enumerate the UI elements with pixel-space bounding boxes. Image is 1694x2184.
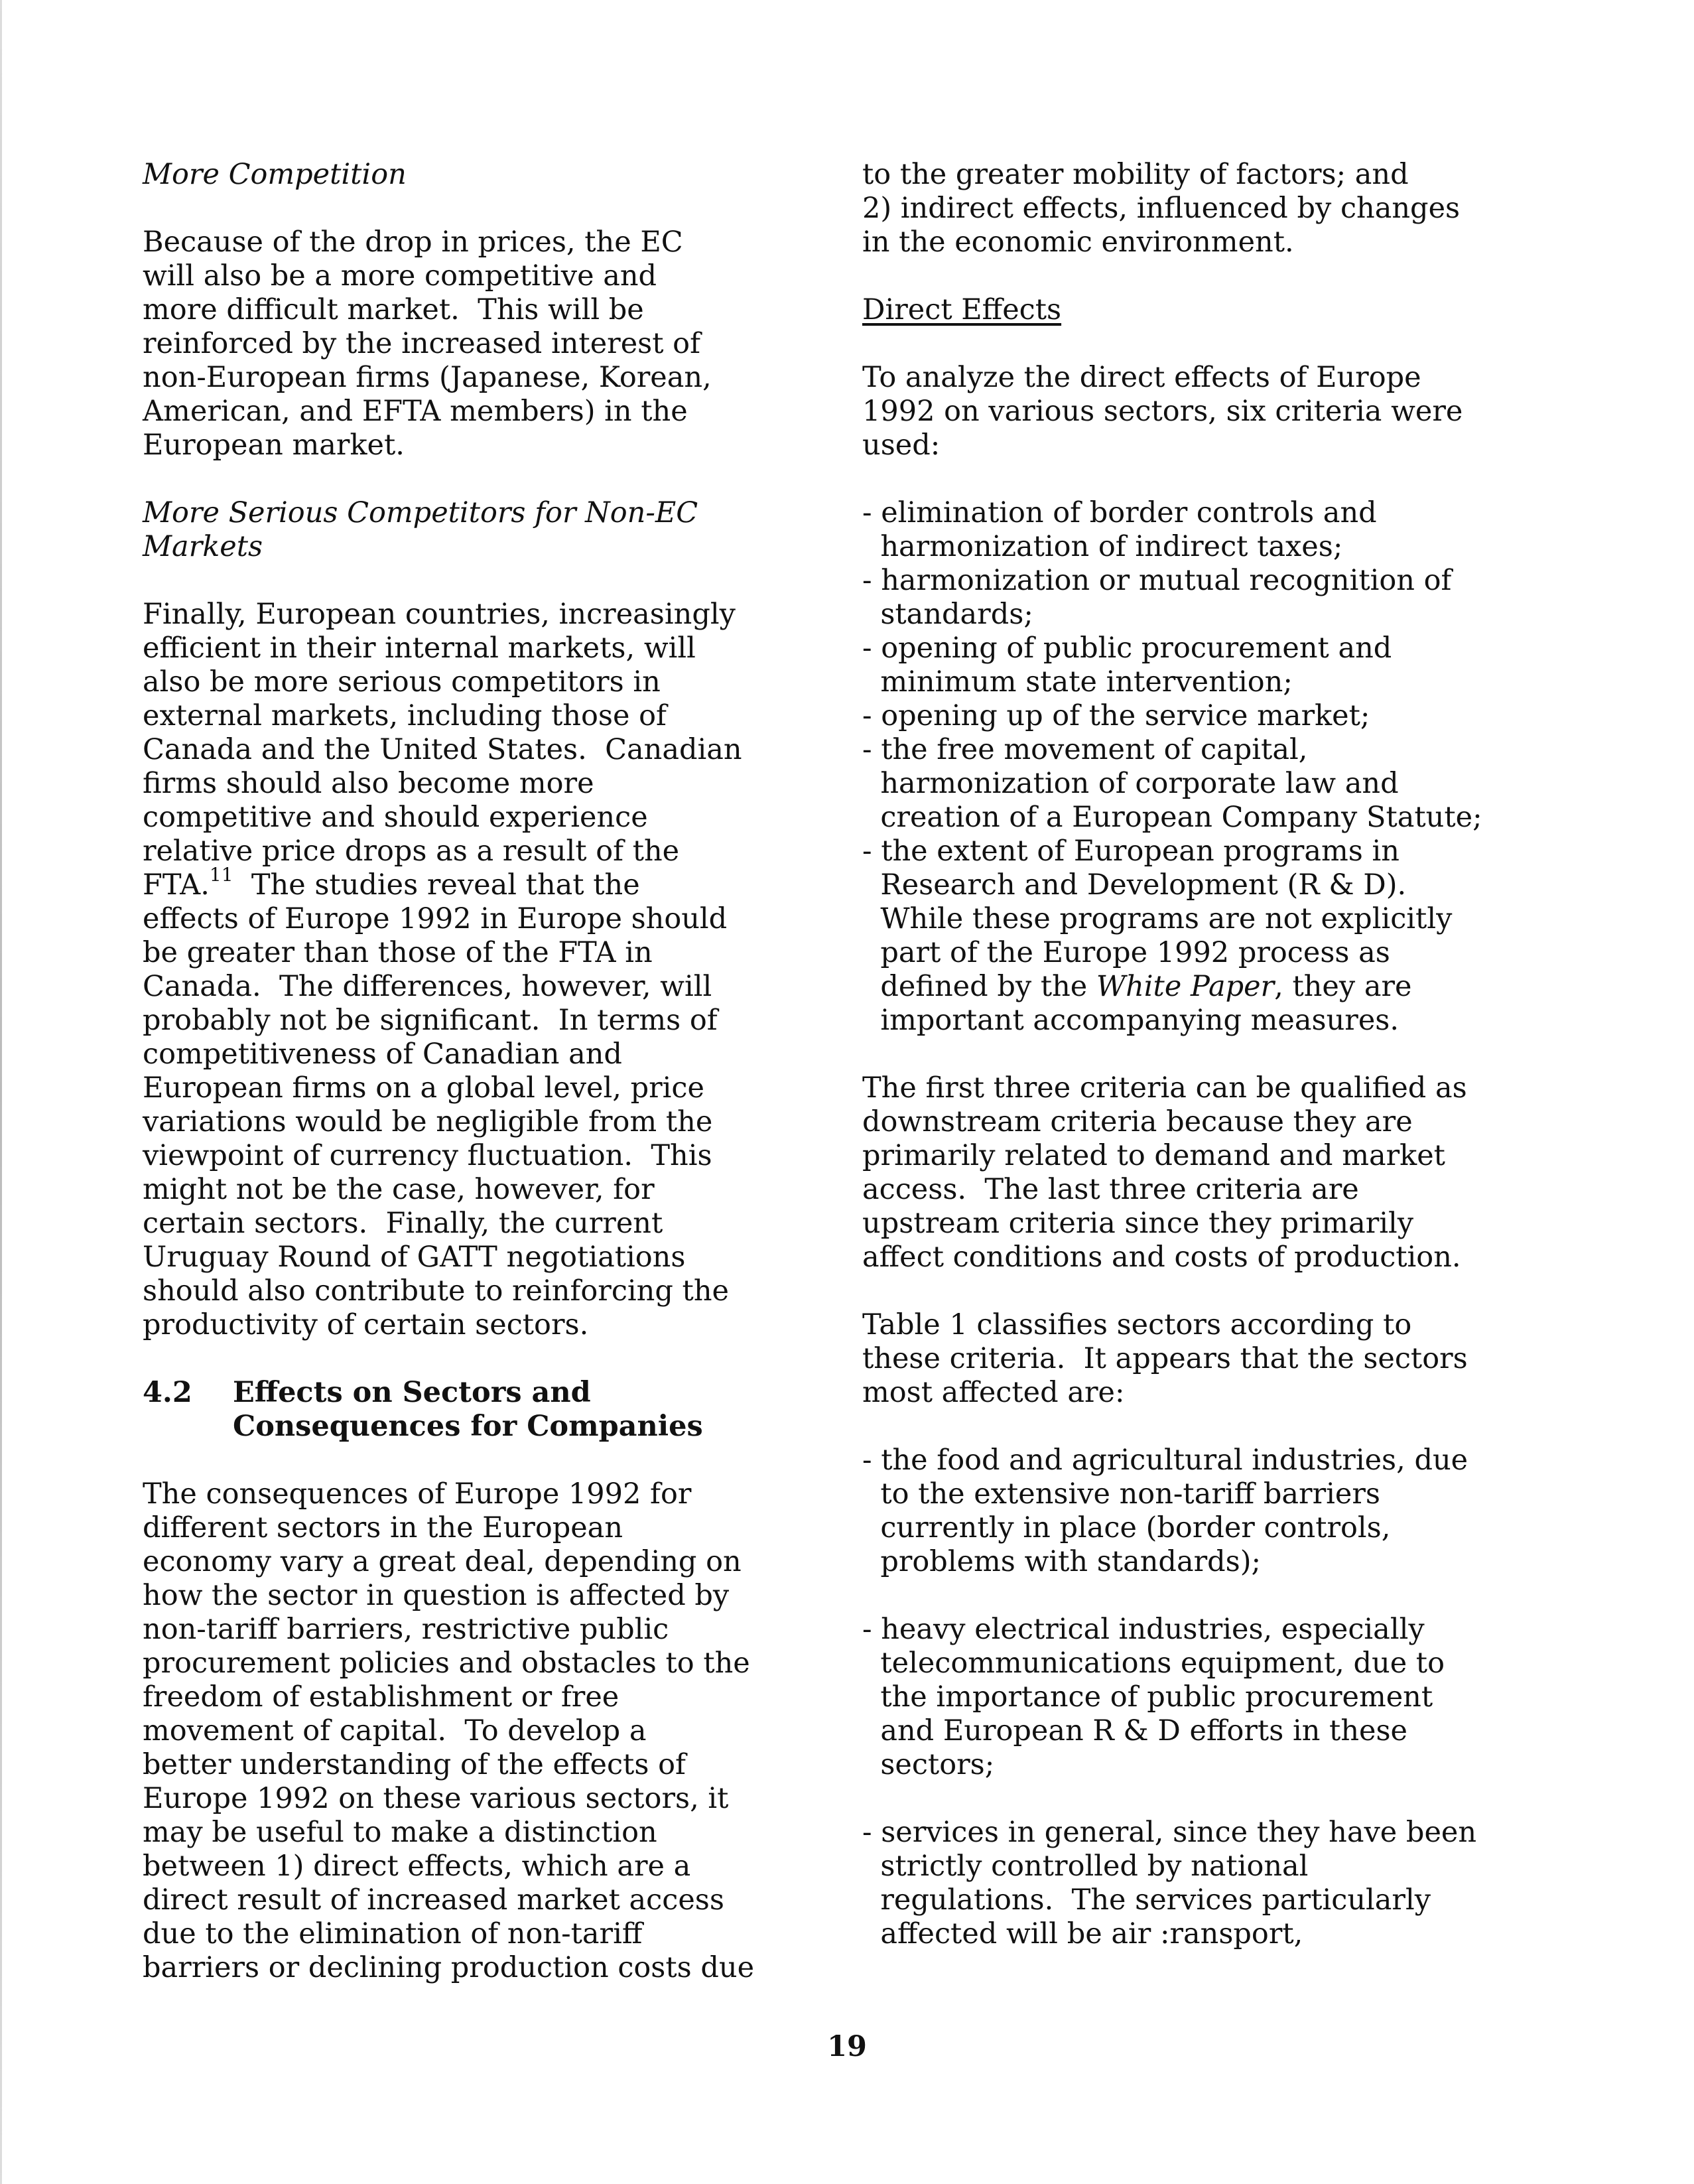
list-line: - the extent of European programs in <box>862 835 1400 868</box>
list-line: part of the Europe 1992 process as <box>862 936 1390 969</box>
list-line: standards; <box>862 598 1033 631</box>
list-line: problems with standards); <box>862 1545 1261 1578</box>
list-line: strictly controlled by national <box>862 1850 1309 1883</box>
text-line: productivity of certain sectors. <box>143 1308 589 1341</box>
text-line: Uruguay Round of GATT negotiations <box>143 1241 686 1274</box>
list-item <box>862 632 1565 699</box>
list-line: While these programs are not explicitly <box>862 902 1453 935</box>
affected-sectors-list <box>862 1444 1565 1951</box>
list-line: - heavy electrical industries, especially <box>862 1613 1425 1646</box>
list-line: - harmonization or mutual recognition of <box>862 564 1452 597</box>
text-line: to the greater mobility of factors; and <box>862 158 1409 191</box>
text-line: more difficult market. This will be <box>143 293 644 326</box>
text-line: economy vary a great deal, depending on <box>143 1545 742 1578</box>
text-line: how the sector in question is affected by <box>143 1579 730 1612</box>
text-line: To analyze the direct effects of Europe <box>862 361 1421 394</box>
list-line: important accompanying measures. <box>862 1004 1400 1037</box>
white-paper-title: White Paper <box>1096 970 1275 1003</box>
list-item <box>862 1816 1565 1951</box>
list-line: currently in place (border controls, <box>862 1511 1391 1544</box>
list-line: regulations. The services particularly <box>862 1883 1431 1917</box>
text-line: different sectors in the European <box>143 1511 623 1544</box>
section-number: 4.2 <box>143 1376 192 1409</box>
heading-serious-competitors <box>143 496 832 564</box>
text-line: Canada and the United States. Canadian <box>143 733 742 766</box>
text-line: Because of the drop in prices, the EC <box>143 226 683 259</box>
text-line: Finally, European countries, increasingly <box>143 598 736 631</box>
list-line: - elimination of border controls and <box>862 496 1377 529</box>
text-line: firms should also become more <box>143 767 594 800</box>
text-line: access. The last three criteria are <box>862 1173 1359 1206</box>
text-line: might not be the case, however, for <box>143 1173 655 1206</box>
footnote-reference: 11 <box>209 864 233 886</box>
heading-line: Markets <box>143 530 263 563</box>
text-line: between 1) direct effects, which are a <box>143 1850 691 1883</box>
list-line: creation of a European Company Statute; <box>862 801 1482 834</box>
text-line: Table 1 classifies sectors according to <box>862 1308 1412 1341</box>
text-line: should also contribute to reinforcing the <box>143 1274 729 1308</box>
text-line: Canada. The differences, however, will <box>143 970 712 1003</box>
text-line: primarily related to demand and market <box>862 1139 1445 1172</box>
list-line: - services in general, since they have been <box>862 1816 1477 1849</box>
left-column <box>143 158 832 1985</box>
list-item <box>862 1444 1565 1579</box>
heading-direct-effects: Direct Effects <box>862 293 1062 326</box>
text-line: may be useful to make a distinction <box>143 1816 657 1849</box>
list-item <box>862 835 1565 1038</box>
text-line: 1992 on various sectors, six criteria were <box>862 395 1463 428</box>
text-line: procurement policies and obstacles to the <box>143 1647 750 1680</box>
list-line: and European R & D efforts in these <box>862 1714 1407 1747</box>
list-line: Research and Development (R & D). <box>862 868 1407 902</box>
text-line: better understanding of the effects of <box>143 1748 686 1781</box>
text-line: relative price drops as a result of the <box>143 835 680 868</box>
list-line: to the extensive non-tariff barriers <box>862 1477 1380 1511</box>
defined-suffix: , they are <box>1274 970 1412 1003</box>
section-heading-4-2 <box>143 1376 832 1444</box>
text-line: The consequences of Europe 1992 for <box>143 1477 692 1511</box>
text-line: American, and EFTA members) in the <box>143 395 688 428</box>
text-line: viewpoint of currency fluctuation. This <box>143 1139 712 1172</box>
text-line: affect conditions and costs of production. <box>862 1241 1461 1274</box>
heading-more-competition: More Competition <box>143 158 407 191</box>
text-line: non-tariff barriers, restrictive public <box>143 1613 669 1646</box>
list-line: - opening of public procurement and <box>862 632 1392 665</box>
list-line: minimum state intervention; <box>862 665 1293 699</box>
list-line: - the free movement of capital, <box>862 733 1308 766</box>
text-line: competitive and should experience <box>143 801 648 834</box>
text-line: most affected are: <box>862 1376 1125 1409</box>
list-line: - the food and agricultural industries, due <box>862 1444 1468 1477</box>
text-line: these criteria. It appears that the sectors <box>862 1342 1468 1375</box>
section-title-line: Effects on Sectors and <box>233 1376 591 1409</box>
heading-line: More Serious Competitors for Non-EC <box>143 496 698 529</box>
text-line: upstream criteria since they primarily <box>862 1207 1414 1240</box>
defined-prefix: defined by the <box>862 970 1096 1003</box>
fta-text: FTA. <box>143 868 210 902</box>
text-line: Europe 1992 on these various sectors, it <box>143 1782 729 1815</box>
list-line: sectors; <box>862 1748 995 1781</box>
text-line-fta <box>143 864 832 902</box>
list-line-white-paper <box>862 970 1565 1004</box>
list-line: - opening up of the service market; <box>862 699 1370 732</box>
list-line: harmonization of corporate law and <box>862 767 1399 800</box>
list-item <box>862 733 1565 835</box>
section-title-line: Consequences for Companies <box>233 1410 703 1443</box>
text-line: direct result of increased market access <box>143 1883 724 1917</box>
text-line: barriers or declining production costs due <box>143 1951 755 1984</box>
text-line: in the economic environment. <box>862 226 1294 259</box>
list-item <box>862 496 1565 564</box>
text-line: non-European firms (Japanese, Korean, <box>143 361 712 394</box>
text-line: effects of Europe 1992 in Europe should <box>143 902 728 935</box>
paragraph-more-competition <box>143 226 832 462</box>
paragraph-table1 <box>862 1308 1565 1410</box>
list-item <box>862 1613 1565 1782</box>
text-line: European firms on a global level, price <box>143 1071 704 1105</box>
list-line: telecommunications equipment, due to <box>862 1647 1445 1680</box>
text-line: certain sectors. Finally, the current <box>143 1207 663 1240</box>
list-line: affected will be air :ransport, <box>862 1917 1303 1950</box>
list-item <box>862 564 1565 632</box>
text-line: 2) indirect effects, influenced by changes <box>862 192 1461 225</box>
text-line: probably not be significant. In terms of <box>143 1004 718 1037</box>
paragraph-first-three <box>862 1071 1565 1274</box>
page-number: 19 <box>827 2030 867 2063</box>
section-heading-line <box>143 1410 832 1444</box>
text-line: freedom of establishment or free <box>143 1680 619 1714</box>
text-line: used: <box>862 429 941 462</box>
fta-after-text: The studies reveal that the <box>233 868 640 902</box>
paragraph-analyze <box>862 361 1565 462</box>
text-line: be greater than those of the FTA in <box>143 936 653 969</box>
text-line: competitiveness of Canadian and <box>143 1038 622 1071</box>
criteria-list <box>862 496 1565 1038</box>
paragraph-finally <box>143 598 832 1342</box>
text-line: The first three criteria can be qualified as <box>862 1071 1467 1105</box>
text-line: European market. <box>143 429 405 462</box>
text-line: variations would be negligible from the <box>143 1105 713 1138</box>
text-line: will also be a more competitive and <box>143 259 657 293</box>
right-column <box>862 158 1565 1951</box>
text-line: due to the elimination of non-tariff <box>143 1917 643 1950</box>
list-line: harmonization of indirect taxes; <box>862 530 1343 563</box>
text-line: efficient in their internal markets, will <box>143 632 696 665</box>
text-line: reinforced by the increased interest of <box>143 327 700 360</box>
section-heading-line <box>143 1376 832 1410</box>
text-line: also be more serious competitors in <box>143 665 661 699</box>
paragraph-consequences <box>143 1477 832 1985</box>
list-item <box>862 699 1565 733</box>
paragraph-continued <box>862 158 1565 259</box>
text-line: movement of capital. To develop a <box>143 1714 647 1747</box>
text-line: external markets, including those of <box>143 699 667 732</box>
list-line: the importance of public procurement <box>862 1680 1433 1714</box>
text-line: downstream criteria because they are <box>862 1105 1413 1138</box>
